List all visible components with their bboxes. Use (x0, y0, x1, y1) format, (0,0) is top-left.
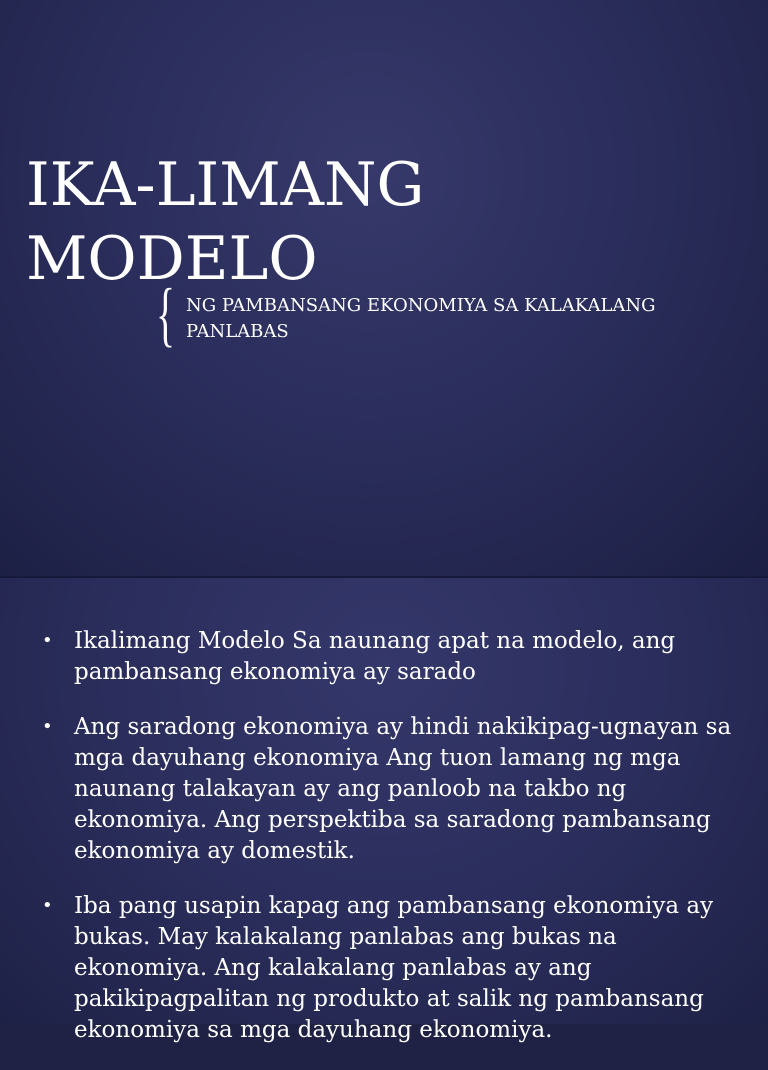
bullet-text: Ang saradong ekonomiya ay hindi nakikipag-ugnayan sa mga dayuhang ekonomiya Ang tuon lamang ng mga naunang talakayan ay ang panloob na takbo ng ekonomiya. Ang perspektiba sa saradong pambansang ekonomiya ay domestik. (74, 714, 732, 864)
content-slide (0, 578, 768, 1043)
bullet-text: Iba pang usapin kapag ang pambansang ekonomiya ay bukas. May kalakalang panlabas ang bukas na ekonomiya. Ang kalakalang panlabas ay ang pakikipagpalitan ng produkto at salik ng pambansang ekonomiya sa mga dayuhang ekonomiya. (74, 893, 714, 1043)
slide-title (26, 148, 424, 296)
bullet-icon: • (42, 716, 53, 737)
bullet-list (42, 626, 732, 1070)
bullet-icon: • (42, 630, 53, 651)
bullet-item (42, 712, 732, 867)
curly-brace-icon: { (156, 274, 176, 354)
slide-title-line-2: MODELO (26, 224, 318, 294)
bullet-item (42, 626, 732, 688)
slide-subtitle: NG PAMBANSANG EKONOMIYA SA KALAKALANG PANLABAS (186, 295, 656, 342)
bullet-text: Ikalimang Modelo Sa naunang apat na modelo, ang pambansang ekonomiya ay sarado (74, 628, 676, 685)
bullet-icon: • (42, 895, 53, 916)
bullet-item (42, 891, 732, 1046)
slide-title-line-1: IKA-LIMANG (26, 150, 425, 220)
